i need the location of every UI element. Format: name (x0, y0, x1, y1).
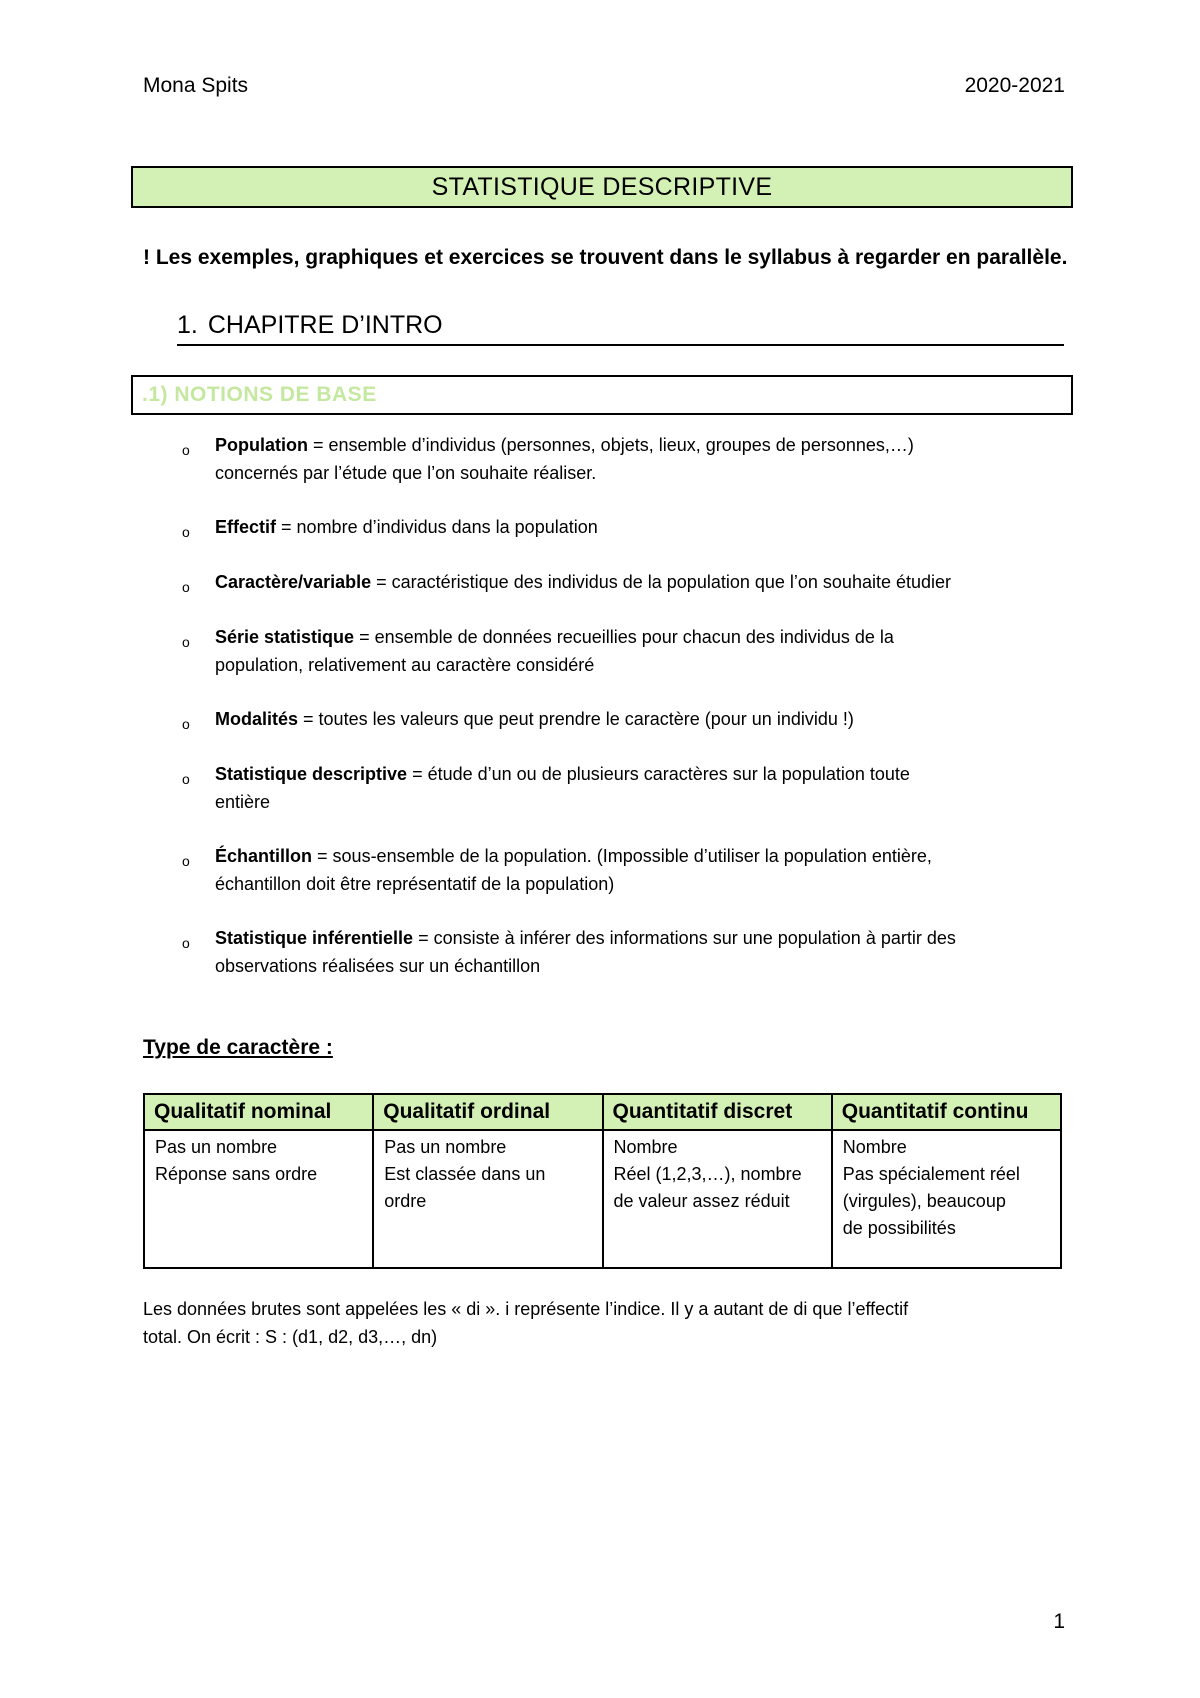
definition-term: Échantillon (215, 846, 313, 866)
definition-text: = ensemble d’individus (personnes, objets, lieux, groupes de personnes,…) (313, 435, 914, 455)
definition-text: = étude d’un ou de plusieurs caractères sur la population toute (412, 764, 910, 784)
cell-line: Nombre (613, 1137, 678, 1157)
bullet-icon: o (182, 853, 190, 869)
table-header-row (144, 1094, 1061, 1130)
definition-stat-inferentielle (215, 924, 1065, 980)
closing-line: Les données brutes sont appelées les « di ». i représente l’indice. Il y a autant de di que l’effectif (143, 1299, 909, 1319)
definition-text: observations réalisées sur un échantillon (215, 956, 541, 976)
definition-text: concernés par l’étude que l’on souhaite réaliser. (215, 463, 597, 483)
cell-line: de possibilités (842, 1218, 956, 1238)
definition-text: = nombre d’individus dans la population (281, 517, 598, 537)
definition-stat-descriptive (215, 760, 1065, 816)
table-row (144, 1130, 1061, 1268)
cell-line: Pas un nombre (155, 1137, 278, 1157)
header-year: 2020-2021 (964, 74, 1065, 97)
definition-text: = ensemble de données recueillies pour chacun des individus de la (359, 627, 894, 647)
table-header-cell: Qualitatif nominal (144, 1094, 373, 1130)
bullet-icon: o (182, 716, 190, 732)
definition-term: Caractère/variable (215, 572, 372, 592)
bullet-icon: o (182, 634, 190, 650)
definition-caractere (215, 568, 1065, 596)
definition-population (215, 431, 1065, 487)
cell-line: Pas spécialement réel (842, 1164, 1020, 1184)
definition-text: population, relativement au caractère considéré (215, 655, 595, 675)
bullet-icon: o (182, 524, 190, 540)
table-header-cell: Quantitatif discret (603, 1094, 832, 1130)
definition-modalites (215, 705, 1065, 733)
bullet-icon: o (182, 579, 190, 595)
closing-line: total. On écrit : S : (d1, d2, d3,…, dn) (143, 1327, 438, 1347)
header-author: Mona Spits (143, 74, 249, 97)
notice-text: ! Les exemples, graphiques et exercices se trouvent dans le syllabus à regarder en parallèle. (143, 246, 1068, 269)
definition-term: Statistique inférentielle (215, 928, 414, 948)
type-section-title: Type de caractère : (143, 1036, 333, 1059)
closing-paragraph (143, 1295, 1043, 1351)
definition-text: = toutes les valeurs que peut prendre le caractère (pour un individu !) (303, 709, 854, 729)
definition-term: Série statistique (215, 627, 355, 647)
bullet-icon: o (182, 935, 190, 951)
chapter-heading (177, 311, 1064, 346)
cell-line: Est classée dans un (384, 1164, 546, 1184)
table-cell (373, 1130, 602, 1268)
cell-line: de valeur assez réduit (613, 1191, 790, 1211)
definition-text: = sous-ensemble de la population. (Impossible d’utiliser la population entière, (317, 846, 932, 866)
cell-line: ordre (384, 1191, 427, 1211)
bullet-icon: o (182, 442, 190, 458)
table-cell (832, 1130, 1061, 1268)
definition-echantillon (215, 842, 1065, 898)
table-cell (603, 1130, 832, 1268)
cell-line: Réel (1,2,3,…), nombre (613, 1164, 802, 1184)
character-type-table (143, 1093, 1062, 1269)
definition-text: entière (215, 792, 271, 812)
cell-line: Réponse sans ordre (155, 1164, 318, 1184)
table-cell (144, 1130, 373, 1268)
definition-term: Population (215, 435, 308, 455)
definition-term: Modalités (215, 709, 299, 729)
page-number: 1 (1053, 1610, 1065, 1633)
bullet-icon: o (182, 771, 190, 787)
definition-term: Statistique descriptive (215, 764, 408, 784)
definition-serie (215, 623, 1065, 679)
definition-text: échantillon doit être représentatif de la population) (215, 874, 615, 894)
definition-text: = caractéristique des individus de la population que l’on souhaite étudier (376, 572, 952, 592)
cell-line: Nombre (842, 1137, 907, 1157)
cell-line: Pas un nombre (384, 1137, 507, 1157)
table-header-cell: Qualitatif ordinal (373, 1094, 602, 1130)
chapter-number: 1. (177, 311, 198, 339)
chapter-title: CHAPITRE D’INTRO (207, 311, 443, 339)
definition-text: = consiste à inférer des informations sur une population à partir des (418, 928, 956, 948)
definition-term: Effectif (215, 517, 277, 537)
cell-line: (virgules), beaucoup (842, 1191, 1006, 1211)
section-heading: .1) NOTIONS DE BASE (131, 375, 1073, 415)
document-title: STATISTIQUE DESCRIPTIVE (131, 166, 1073, 208)
table-header-cell: Quantitatif continu (832, 1094, 1061, 1130)
definition-effectif (215, 513, 1065, 541)
